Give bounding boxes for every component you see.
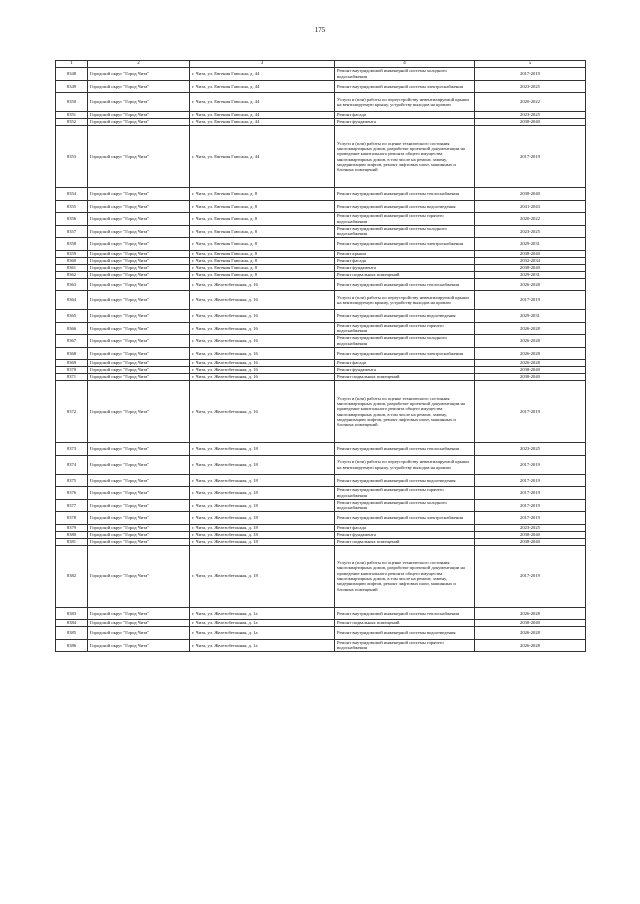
period-cell: 2032-2034 bbox=[475, 257, 586, 264]
row-number-cell: 8363 bbox=[56, 278, 88, 291]
work-type-cell: Ремонт внутридомовой инженерной системы водоотведения bbox=[335, 627, 475, 640]
period-cell: 2023-2025 bbox=[475, 112, 586, 119]
column-header: 3 bbox=[190, 61, 335, 68]
row-number-cell: 8384 bbox=[56, 620, 88, 627]
address-cell: г. Чита, ул. Железобетонная, д. 18 bbox=[190, 455, 335, 474]
municipality-cell: Городской округ "Город Чита" bbox=[88, 627, 190, 640]
municipality-cell: Городской округ "Город Чита" bbox=[88, 607, 190, 620]
municipality-cell: Городской округ "Город Чита" bbox=[88, 322, 190, 335]
row-number-cell: 8351 bbox=[56, 112, 88, 119]
address-cell: г. Чита, ул. Железобетонная, д. 18 bbox=[190, 443, 335, 456]
municipality-cell: Городской округ "Город Чита" bbox=[88, 80, 190, 93]
work-type-cell: Ремонт внутридомовой инженерной системы холодного водоснабжения bbox=[335, 335, 475, 348]
address-cell: г. Чита, ул. Евгения Гаюсана, д. 8 bbox=[190, 213, 335, 226]
period-cell: 2038-2040 bbox=[475, 620, 586, 627]
table-row bbox=[56, 639, 586, 652]
work-type-cell: Ремонт фундамента bbox=[335, 531, 475, 538]
address-cell: г. Чита, ул. Евгения Гаюсана, д. 8 bbox=[190, 250, 335, 257]
table-row bbox=[56, 238, 586, 251]
row-number-cell: 8381 bbox=[56, 538, 88, 545]
address-cell: г. Чита, ул. Евгения Гаюсана, д. 44 bbox=[190, 112, 335, 119]
period-cell: 2017-2019 bbox=[475, 512, 586, 525]
period-cell: 2020-2022 bbox=[475, 213, 586, 226]
municipality-cell: Городской округ "Город Чита" bbox=[88, 119, 190, 126]
work-type-cell: Ремонт внутридомовой инженерной системы электроснабжения bbox=[335, 80, 475, 93]
period-cell: 2041-2043 bbox=[475, 200, 586, 213]
row-number-cell: 8354 bbox=[56, 188, 88, 201]
municipality-cell: Городской округ "Город Чита" bbox=[88, 524, 190, 531]
address-cell: г. Чита, ул. Железобетонная, д. 18 bbox=[190, 487, 335, 500]
municipality-cell: Городской округ "Город Чита" bbox=[88, 126, 190, 188]
table-row bbox=[56, 257, 586, 264]
table-row bbox=[56, 607, 586, 620]
municipality-cell: Городской округ "Город Чита" bbox=[88, 93, 190, 112]
municipality-cell: Городской округ "Город Чита" bbox=[88, 487, 190, 500]
address-cell: г. Чита, ул. Евгения Гаюсана, д. 8 bbox=[190, 271, 335, 278]
work-type-cell: Ремонт фасада bbox=[335, 524, 475, 531]
table-row bbox=[56, 278, 586, 291]
address-cell: г. Чита, ул. Железобетонная, д. 18 bbox=[190, 531, 335, 538]
municipality-cell: Городской округ "Город Чита" bbox=[88, 291, 190, 310]
row-number-cell: 8356 bbox=[56, 213, 88, 226]
table-row bbox=[56, 322, 586, 335]
address-cell: г. Чита, ул. Евгения Гаюсана, д. 44 bbox=[190, 80, 335, 93]
period-cell: 2023-2025 bbox=[475, 80, 586, 93]
municipality-cell: Городской округ "Город Чита" bbox=[88, 271, 190, 278]
period-cell: 2026-2028 bbox=[475, 639, 586, 652]
work-type-cell: Ремонт внутридомовой инженерной системы теплоснабжения bbox=[335, 278, 475, 291]
column-header: 5 bbox=[475, 61, 586, 68]
table-row bbox=[56, 499, 586, 512]
row-number-cell: 8380 bbox=[56, 531, 88, 538]
table-row bbox=[56, 538, 586, 545]
municipality-cell: Городской округ "Город Чита" bbox=[88, 443, 190, 456]
period-cell: 2026-2028 bbox=[475, 627, 586, 640]
municipality-cell: Городской округ "Город Чита" bbox=[88, 545, 190, 607]
period-cell: 2017-2019 bbox=[475, 545, 586, 607]
municipality-cell: Городской округ "Город Чита" bbox=[88, 250, 190, 257]
address-cell: г. Чита, ул. Железобетонная, д. 16 bbox=[190, 310, 335, 323]
row-number-cell: 8352 bbox=[56, 119, 88, 126]
period-cell: 2038-2040 bbox=[475, 531, 586, 538]
row-number-cell: 8355 bbox=[56, 200, 88, 213]
period-cell: 2023-2025 bbox=[475, 443, 586, 456]
period-cell: 2038-2040 bbox=[475, 538, 586, 545]
work-type-cell: Ремонт внутридомовой инженерной системы водоотведения bbox=[335, 200, 475, 213]
address-cell: г. Чита, ул. Евгения Гаюсана, д. 8 bbox=[190, 257, 335, 264]
period-cell: 2038-2040 bbox=[475, 374, 586, 381]
period-cell: 2026-2028 bbox=[475, 278, 586, 291]
row-number-cell: 8357 bbox=[56, 225, 88, 238]
address-cell: г. Чита, ул. Железобетонная, д. 1а bbox=[190, 639, 335, 652]
work-type-cell: Ремонт внутридомовой инженерной системы горячего водоснабжения bbox=[335, 213, 475, 226]
municipality-cell: Городской округ "Город Чита" bbox=[88, 531, 190, 538]
address-cell: г. Чита, ул. Евгения Гаюсана, д. 8 bbox=[190, 238, 335, 251]
address-cell: г. Чита, ул. Железобетонная, д. 1а bbox=[190, 607, 335, 620]
row-number-cell: 8361 bbox=[56, 264, 88, 271]
table-row bbox=[56, 126, 586, 188]
repair-schedule-table bbox=[55, 60, 586, 652]
period-cell: 2017-2019 bbox=[475, 487, 586, 500]
work-type-cell: Услуги и (или) работы по оценке технического состояния многоквартирных домов, разработке проектной документации на проведение капитального ремонта общего имущества многоквартирных домов, в том числе на ремонт, замену, модернизацию лифтов, ремонт лифтовых шахт, машинных и блочных помещений bbox=[335, 545, 475, 607]
row-number-cell: 8385 bbox=[56, 627, 88, 640]
work-type-cell: Ремонт фасада bbox=[335, 257, 475, 264]
row-number-cell: 8359 bbox=[56, 250, 88, 257]
table-row bbox=[56, 524, 586, 531]
table-body bbox=[56, 61, 586, 652]
period-cell: 2020-2022 bbox=[475, 93, 586, 112]
table-row bbox=[56, 545, 586, 607]
row-number-cell: 8374 bbox=[56, 455, 88, 474]
period-cell: 2023-2025 bbox=[475, 225, 586, 238]
work-type-cell: Услуги и (или) работы по переустройству невентилируемой крыши на вентилируемую крышу, устройству выходов на кровлю bbox=[335, 455, 475, 474]
address-cell: г. Чита, ул. Евгения Гаюсана, д. 44 bbox=[190, 68, 335, 81]
table-row bbox=[56, 225, 586, 238]
table-row bbox=[56, 455, 586, 474]
address-cell: г. Чита, ул. Железобетонная, д. 16 bbox=[190, 367, 335, 374]
work-type-cell: Ремонт внутридомовой инженерной системы горячего водоснабжения bbox=[335, 487, 475, 500]
table-row bbox=[56, 347, 586, 360]
address-cell: г. Чита, ул. Железобетонная, д. 16 bbox=[190, 347, 335, 360]
table-row bbox=[56, 620, 586, 627]
row-number-cell: 8362 bbox=[56, 271, 88, 278]
work-type-cell: Ремонт внутридомовой инженерной системы холодного водоснабжения bbox=[335, 499, 475, 512]
table-row bbox=[56, 443, 586, 456]
table-row bbox=[56, 68, 586, 81]
municipality-cell: Городской округ "Город Чита" bbox=[88, 68, 190, 81]
table-row bbox=[56, 531, 586, 538]
municipality-cell: Городской округ "Город Чита" bbox=[88, 455, 190, 474]
table-row bbox=[56, 335, 586, 348]
page-number: 175 bbox=[314, 26, 326, 34]
work-type-cell: Ремонт подвальных помещений bbox=[335, 271, 475, 278]
table-row bbox=[56, 271, 586, 278]
municipality-cell: Городской округ "Город Чита" bbox=[88, 474, 190, 487]
address-cell: г. Чита, ул. Железобетонная, д. 18 bbox=[190, 538, 335, 545]
work-type-cell: Ремонт внутридомовой инженерной системы водоотведения bbox=[335, 310, 475, 323]
table-row bbox=[56, 80, 586, 93]
table-row bbox=[56, 627, 586, 640]
municipality-cell: Городской округ "Город Чита" bbox=[88, 381, 190, 443]
row-number-cell: 8375 bbox=[56, 474, 88, 487]
municipality-cell: Городской округ "Город Чита" bbox=[88, 278, 190, 291]
row-number-cell: 8353 bbox=[56, 126, 88, 188]
address-cell: г. Чита, ул. Железобетонная, д. 18 bbox=[190, 499, 335, 512]
work-type-cell: Ремонт фасада bbox=[335, 360, 475, 367]
address-cell: г. Чита, ул. Железобетонная, д. 16 bbox=[190, 322, 335, 335]
period-cell: 2017-2019 bbox=[475, 68, 586, 81]
municipality-cell: Городской округ "Город Чита" bbox=[88, 200, 190, 213]
row-number-cell: 8377 bbox=[56, 499, 88, 512]
table-row bbox=[56, 310, 586, 323]
row-number-cell: 8358 bbox=[56, 238, 88, 251]
work-type-cell: Ремонт внутридомовой инженерной системы горячего водоснабжения bbox=[335, 639, 475, 652]
address-cell: г. Чита, ул. Евгения Гаюсана, д. 8 bbox=[190, 264, 335, 271]
period-cell: 2029-2031 bbox=[475, 238, 586, 251]
period-cell: 2029-2031 bbox=[475, 310, 586, 323]
table-row bbox=[56, 119, 586, 126]
row-number-cell: 8367 bbox=[56, 335, 88, 348]
period-cell: 2017-2019 bbox=[475, 499, 586, 512]
column-header: 1 bbox=[56, 61, 88, 68]
row-number-cell: 8366 bbox=[56, 322, 88, 335]
table-row bbox=[56, 367, 586, 374]
work-type-cell: Ремонт фундамента bbox=[335, 367, 475, 374]
work-type-cell: Услуги и (или) работы по оценке технического состояния многоквартирных домов, разработке проектной документации на проведение капитального ремонта общего имущества многоквартирных домов, в том числе на ремонт, замену, модернизацию лифтов, ремонт лифтовых шахт, машинных и блочных помещений bbox=[335, 126, 475, 188]
work-type-cell: Ремонт подвальных помещений bbox=[335, 374, 475, 381]
table-row bbox=[56, 213, 586, 226]
work-type-cell: Ремонт внутридомовой инженерной системы электроснабжения bbox=[335, 238, 475, 251]
period-cell: 2029-2031 bbox=[475, 271, 586, 278]
table-row bbox=[56, 374, 586, 381]
table-row bbox=[56, 200, 586, 213]
row-number-cell: 8370 bbox=[56, 367, 88, 374]
address-cell: г. Чита, ул. Железобетонная, д. 16 bbox=[190, 278, 335, 291]
table-row bbox=[56, 487, 586, 500]
period-cell: 2017-2019 bbox=[475, 455, 586, 474]
column-header: 2 bbox=[88, 61, 190, 68]
work-type-cell: Ремонт внутридомовой инженерной системы холодного водоснабжения bbox=[335, 225, 475, 238]
row-number-cell: 8382 bbox=[56, 545, 88, 607]
work-type-cell: Ремонт подвальных помещений bbox=[335, 538, 475, 545]
municipality-cell: Городской округ "Город Чита" bbox=[88, 374, 190, 381]
row-number-cell: 8383 bbox=[56, 607, 88, 620]
table-row bbox=[56, 264, 586, 271]
row-number-cell: 8371 bbox=[56, 374, 88, 381]
work-type-cell: Услуги и (или) работы по переустройству невентилируемой крыши на вентилируемую крышу, устройству выходов на кровлю bbox=[335, 93, 475, 112]
period-cell: 2026-2028 bbox=[475, 335, 586, 348]
address-cell: г. Чита, ул. Евгения Гаюсана, д. 8 bbox=[190, 188, 335, 201]
work-type-cell: Ремонт подвальных помещений bbox=[335, 620, 475, 627]
period-cell: 2038-2040 bbox=[475, 250, 586, 257]
row-number-cell: 8372 bbox=[56, 381, 88, 443]
row-number-cell: 8376 bbox=[56, 487, 88, 500]
work-type-cell: Ремонт внутридомовой инженерной системы теплоснабжения bbox=[335, 188, 475, 201]
municipality-cell: Городской округ "Город Чита" bbox=[88, 238, 190, 251]
address-cell: г. Чита, ул. Железобетонная, д. 1а bbox=[190, 627, 335, 640]
row-number-cell: 8348 bbox=[56, 68, 88, 81]
address-cell: г. Чита, ул. Евгения Гаюсана, д. 44 bbox=[190, 119, 335, 126]
table-row bbox=[56, 250, 586, 257]
table-row bbox=[56, 112, 586, 119]
work-type-cell: Ремонт фундамента bbox=[335, 264, 475, 271]
table-row bbox=[56, 512, 586, 525]
period-cell: 2023-2025 bbox=[475, 524, 586, 531]
row-number-cell: 8368 bbox=[56, 347, 88, 360]
municipality-cell: Городской округ "Город Чита" bbox=[88, 335, 190, 348]
row-number-cell: 8365 bbox=[56, 310, 88, 323]
table-row bbox=[56, 188, 586, 201]
work-type-cell: Ремонт внутридомовой инженерной системы теплоснабжения bbox=[335, 607, 475, 620]
period-cell: 2038-2040 bbox=[475, 119, 586, 126]
municipality-cell: Городской округ "Город Чита" bbox=[88, 538, 190, 545]
work-type-cell: Ремонт внутридомовой инженерной системы электроснабжения bbox=[335, 347, 475, 360]
row-number-cell: 8364 bbox=[56, 291, 88, 310]
row-number-cell: 8360 bbox=[56, 257, 88, 264]
address-cell: г. Чита, ул. Железобетонная, д. 16 bbox=[190, 381, 335, 443]
period-cell: 2017-2019 bbox=[475, 126, 586, 188]
table-row bbox=[56, 360, 586, 367]
address-cell: г. Чита, ул. Евгения Гаюсана, д. 8 bbox=[190, 200, 335, 213]
period-cell: 2026-2028 bbox=[475, 347, 586, 360]
table-row bbox=[56, 474, 586, 487]
period-cell: 2038-2040 bbox=[475, 264, 586, 271]
period-cell: 2038-2040 bbox=[475, 367, 586, 374]
work-type-cell: Ремонт внутридомовой инженерной системы теплоснабжения bbox=[335, 443, 475, 456]
municipality-cell: Городской округ "Город Чита" bbox=[88, 512, 190, 525]
address-cell: г. Чита, ул. Железобетонная, д. 16 bbox=[190, 335, 335, 348]
row-number-cell: 8378 bbox=[56, 512, 88, 525]
municipality-cell: Городской округ "Город Чита" bbox=[88, 620, 190, 627]
period-cell: 2017-2019 bbox=[475, 291, 586, 310]
municipality-cell: Городской округ "Город Чита" bbox=[88, 225, 190, 238]
municipality-cell: Городской округ "Город Чита" bbox=[88, 264, 190, 271]
row-number-cell: 8379 bbox=[56, 524, 88, 531]
address-cell: г. Чита, ул. Железобетонная, д. 16 bbox=[190, 291, 335, 310]
work-type-cell: Ремонт внутридомовой инженерной системы горячего водоснабжения bbox=[335, 322, 475, 335]
work-type-cell: Ремонт крыши bbox=[335, 250, 475, 257]
address-cell: г. Чита, ул. Железобетонная, д. 1а bbox=[190, 620, 335, 627]
address-cell: г. Чита, ул. Евгения Гаюсана, д. 44 bbox=[190, 93, 335, 112]
municipality-cell: Городской округ "Город Чита" bbox=[88, 360, 190, 367]
address-cell: г. Чита, ул. Евгения Гаюсана, д. 44 bbox=[190, 126, 335, 188]
period-cell: 2026-2028 bbox=[475, 607, 586, 620]
row-number-cell: 8373 bbox=[56, 443, 88, 456]
address-cell: г. Чита, ул. Железобетонная, д. 18 bbox=[190, 545, 335, 607]
table-row bbox=[56, 291, 586, 310]
row-number-cell: 8350 bbox=[56, 93, 88, 112]
address-cell: г. Чита, ул. Евгения Гаюсана, д. 8 bbox=[190, 225, 335, 238]
table-header-row bbox=[56, 61, 586, 68]
address-cell: г. Чита, ул. Железобетонная, д. 18 bbox=[190, 512, 335, 525]
work-type-cell: Ремонт фундамента bbox=[335, 119, 475, 126]
period-cell: 2026-2028 bbox=[475, 322, 586, 335]
period-cell: 2017-2019 bbox=[475, 474, 586, 487]
municipality-cell: Городской округ "Город Чита" bbox=[88, 367, 190, 374]
period-cell: 2038-2040 bbox=[475, 188, 586, 201]
municipality-cell: Городской округ "Город Чита" bbox=[88, 188, 190, 201]
work-type-cell: Ремонт внутридомовой инженерной системы холодного водоснабжения bbox=[335, 68, 475, 81]
address-cell: г. Чита, ул. Железобетонная, д. 18 bbox=[190, 474, 335, 487]
work-type-cell: Услуги и (или) работы по переустройству невентилируемой крыши на вентилируемую крышу, устройству выходов на кровлю bbox=[335, 291, 475, 310]
row-number-cell: 8386 bbox=[56, 639, 88, 652]
municipality-cell: Городской округ "Город Чита" bbox=[88, 310, 190, 323]
period-cell: 2026-2028 bbox=[475, 360, 586, 367]
municipality-cell: Городской округ "Город Чита" bbox=[88, 257, 190, 264]
work-type-cell: Услуги и (или) работы по оценке технического состояния многоквартирных домов, разработке проектной документации на проведение капитального ремонта общего имущества многоквартирных домов, в том числе на ремонт, замену, модернизацию лифтов, ремонт лифтовых шахт, машинных и блочных помещений bbox=[335, 381, 475, 443]
address-cell: г. Чита, ул. Железобетонная, д. 16 bbox=[190, 374, 335, 381]
table-row bbox=[56, 381, 586, 443]
row-number-cell: 8349 bbox=[56, 80, 88, 93]
work-type-cell: Ремонт внутридомовой инженерной системы электроснабжения bbox=[335, 512, 475, 525]
municipality-cell: Городской округ "Город Чита" bbox=[88, 639, 190, 652]
address-cell: г. Чита, ул. Железобетонная, д. 16 bbox=[190, 360, 335, 367]
work-type-cell: Ремонт фасада bbox=[335, 112, 475, 119]
municipality-cell: Городской округ "Город Чита" bbox=[88, 347, 190, 360]
period-cell: 2017-2019 bbox=[475, 381, 586, 443]
row-number-cell: 8369 bbox=[56, 360, 88, 367]
work-type-cell: Ремонт внутридомовой инженерной системы водоотведения bbox=[335, 474, 475, 487]
table-row bbox=[56, 93, 586, 112]
municipality-cell: Городской округ "Город Чита" bbox=[88, 213, 190, 226]
municipality-cell: Городской округ "Город Чита" bbox=[88, 499, 190, 512]
address-cell: г. Чита, ул. Железобетонная, д. 18 bbox=[190, 524, 335, 531]
municipality-cell: Городской округ "Город Чита" bbox=[88, 112, 190, 119]
column-header: 4 bbox=[335, 61, 475, 68]
